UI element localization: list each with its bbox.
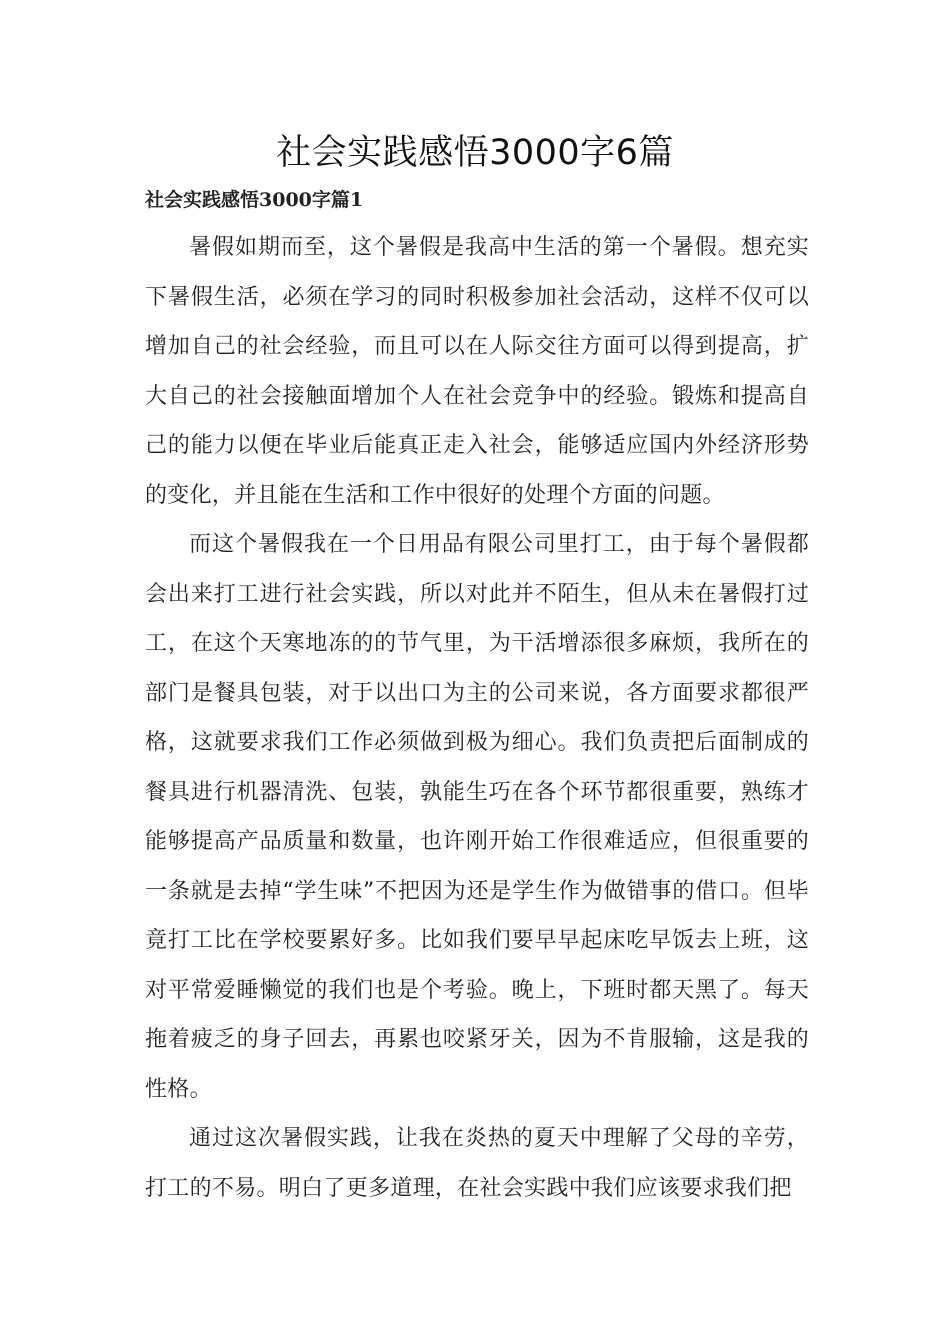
section-heading: 社会实践感悟3000字篇1 (145, 189, 364, 211)
paragraph: 而这个暑假我在一个日用品有限公司里打工，由于每个暑假都会出来打工进行社会实践，所以对此并不陌生，但从未在暑假打过工，在这个天寒地冻的的节气里，为干活增添很多麻烦，我所在的部门是餐具包装，对于以出口为主的公司来说，各方面要求都很严格，这就要求我们工作必须做到极为细心。我们负责把后面制成的餐具进行机器清洗、包装，孰能生巧在各个环节都很重要，熟练才能够提高产品质量和数量，也许刚开始工作很难适应，但很重要的一条就是去掉“学生味”不把因为还是学生作为做错事的借口。但毕竟打工比在学校要累好多。比如我们要早早起床吃早饭去上班，这对平常爱睡懒觉的我们也是个考验。晚上，下班时都天黑了。每天拖着疲乏的身子回去，再累也咬紧牙关，因为不肯服输，这是我的性格。 (145, 532, 809, 1102)
document-body (145, 223, 809, 1213)
paragraph: 暑假如期而至，这个暑假是我高中生活的第一个暑假。想充实下暑假生活，必须在学习的同时积极参加社会活动，这样不仅可以增加自己的社会经验，而且可以在人际交往方面可以得到提高，扩大自己的社会接触面增加个人在社会竞争中的经验。锻炼和提高自己的能力以便在毕业后能真正走入社会，能够适应国内外经济形势的变化，并且能在生活和工作中很好的处理个方面的问题。 (145, 235, 809, 508)
document-title: 社会实践感悟3000字6篇 (276, 133, 674, 173)
paragraph: 通过这次暑假实践，让我在炎热的夏天中理解了父母的辛劳，打工的不易。明白了更多道理，在社会实践中我们应该要求我们把 (145, 1126, 809, 1201)
